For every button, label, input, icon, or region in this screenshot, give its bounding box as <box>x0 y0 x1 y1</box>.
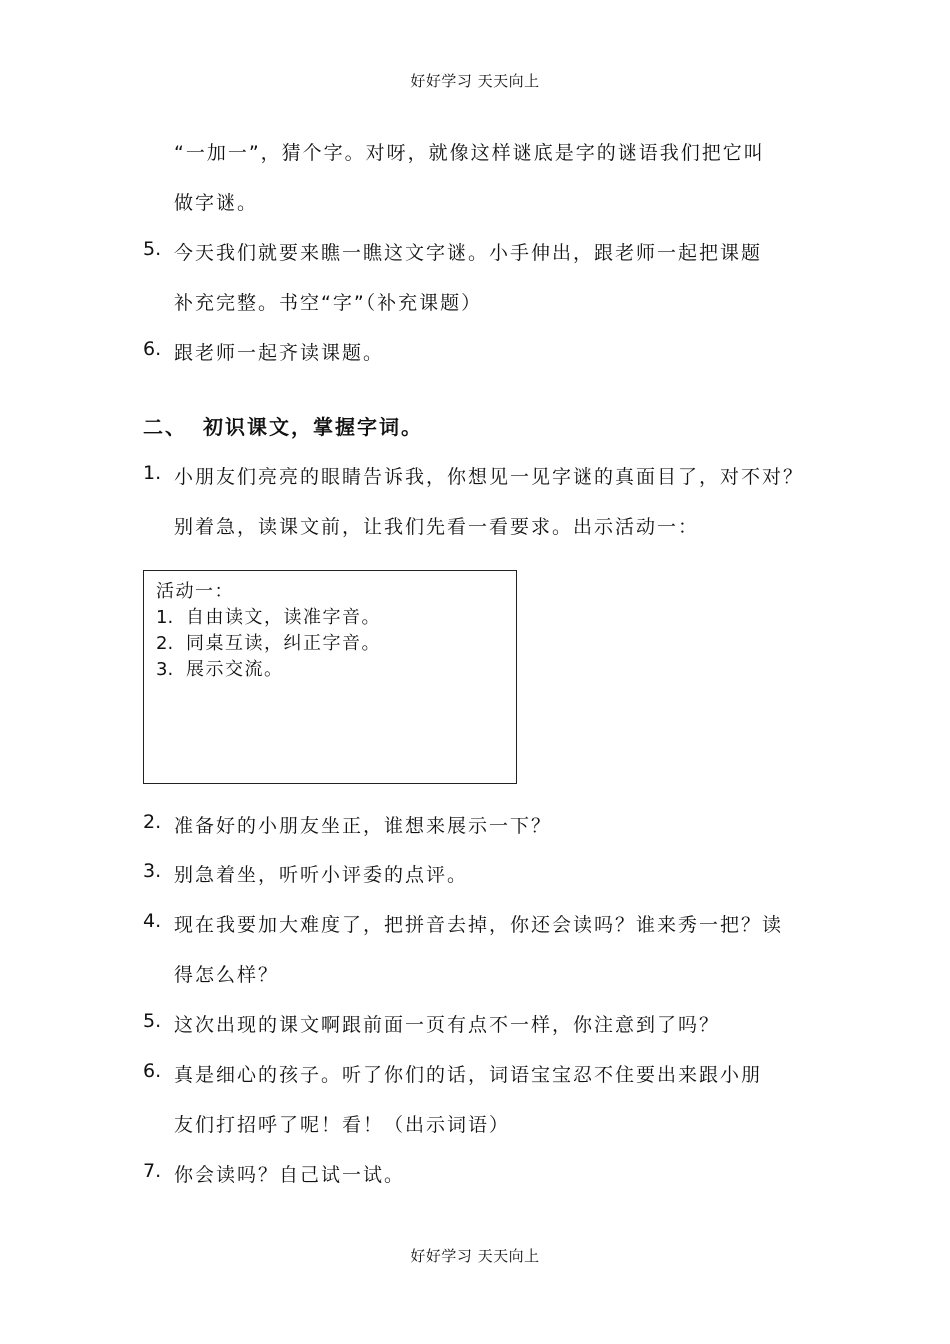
activity-item-text: 自由读文，读准字音。 <box>186 607 381 628</box>
item-number: 6. <box>143 338 162 360</box>
activity-item-text: 展示交流。 <box>186 659 284 680</box>
item-number: 3. <box>143 860 162 882</box>
item-number: 4. <box>143 910 162 932</box>
activity-item-number: 2. <box>156 633 174 654</box>
item-text: 跟老师一起齐读课题。 <box>174 342 385 364</box>
activity-item-text: 同桌互读，纠正字音。 <box>186 633 381 654</box>
item-text: 补充完整。书空“字”（补充课题） <box>174 292 483 314</box>
activity-box <box>143 570 517 784</box>
item-text: 这次出现的课文啊跟前面一页有点不一样，你注意到了吗？ <box>174 1014 721 1036</box>
item-number: 6. <box>143 1060 162 1082</box>
activity-title: 活动一： <box>156 581 234 602</box>
item-text: 准备好的小朋友坐正，谁想来展示一下？ <box>174 815 553 837</box>
page-header: 好好学习 天天向上 <box>410 72 540 90</box>
activity-item <box>156 657 504 683</box>
item-number: 5. <box>143 238 162 260</box>
item-number: 1. <box>143 462 162 484</box>
item-number: 2. <box>143 811 162 833</box>
activity-item <box>156 631 504 657</box>
activity-item-number: 1. <box>156 607 174 628</box>
item-text: 你会读吗？自己试一试。 <box>174 1164 406 1186</box>
page-footer: 好好学习 天天向上 <box>410 1247 540 1265</box>
item-text: 别急着坐，听听小评委的点评。 <box>174 864 469 886</box>
section-title: 初识课文，掌握字词。 <box>203 415 423 439</box>
item-text: 得怎么样？ <box>174 964 280 986</box>
item-text: 别着急，读课文前，让我们先看一看要求。出示活动一： <box>174 516 700 538</box>
section-number: 二、 <box>143 415 187 439</box>
item-text: 现在我要加大难度了，把拼音去掉，你还会读吗？谁来秀一把？读 <box>174 914 784 936</box>
text-line: 做字谜。 <box>174 192 259 214</box>
activity-item <box>156 605 504 631</box>
item-text: 今天我们就要来瞧一瞧这文字谜。小手伸出，跟老师一起把课题 <box>174 242 763 264</box>
item-number: 5. <box>143 1010 162 1032</box>
item-text: 真是细心的孩子。听了你们的话，词语宝宝忍不住要出来跟小朋 <box>174 1064 763 1086</box>
item-text: 友们打招呼了呢！看！（出示词语） <box>174 1114 511 1136</box>
item-number: 7. <box>143 1160 162 1182</box>
activity-item-number: 3. <box>156 659 174 680</box>
text-line: “一加一”，猜个字。对呀，就像这样谜底是字的谜语我们把它叫 <box>174 142 765 164</box>
item-text: 小朋友们亮亮的眼睛告诉我，你想见一见字谜的真面目了，对不对？ <box>174 466 805 488</box>
